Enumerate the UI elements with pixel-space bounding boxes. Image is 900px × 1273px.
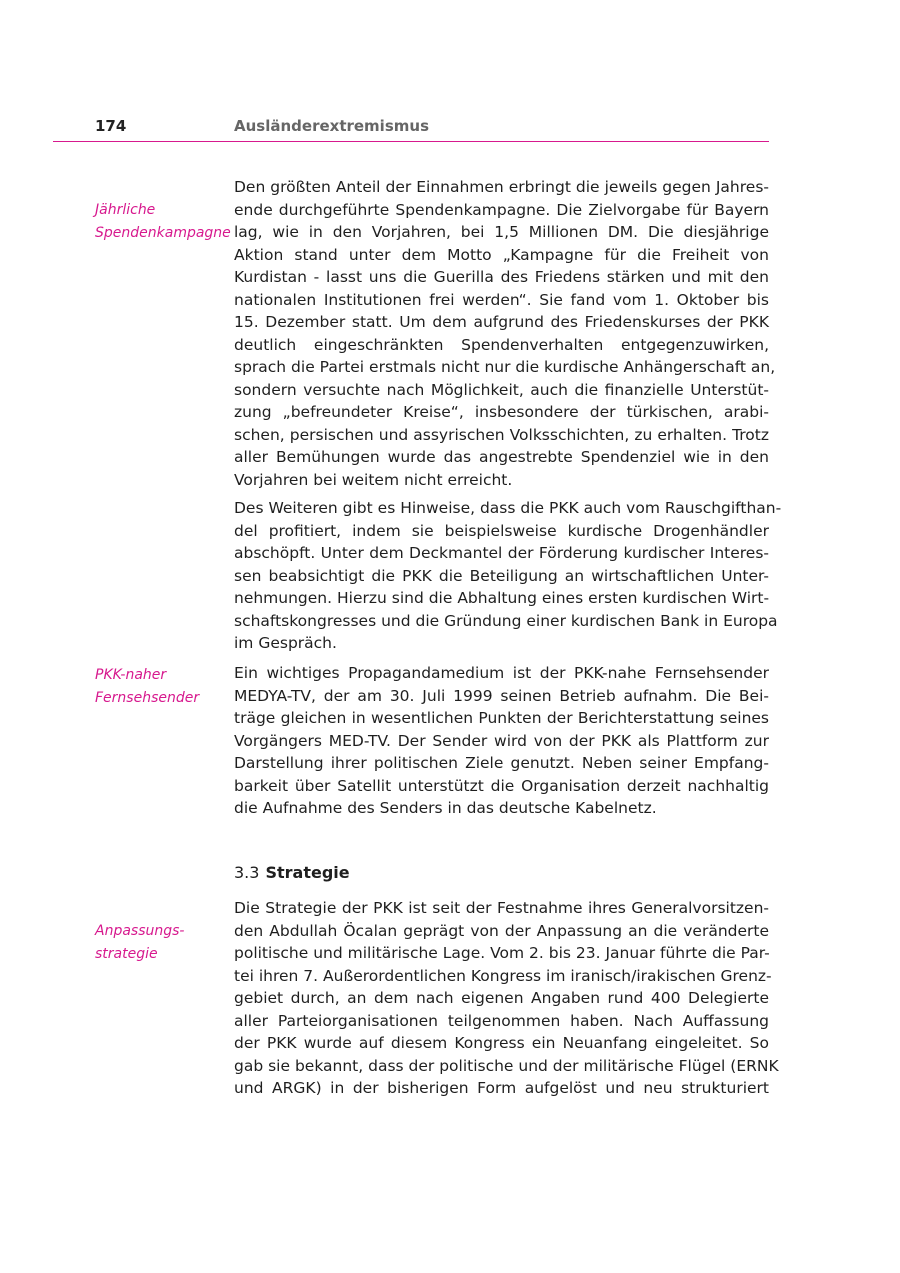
text-line: zung „befreundeter Kreise“, insbesondere der türkischen, arabi-: [234, 403, 769, 421]
text-line: schen, persischen und assyrischen Volksschichten, zu erhalten. Trotz: [234, 425, 769, 444]
header-rule: [53, 141, 769, 142]
text-line: Den größten Anteil der Einnahmen erbringt die jeweils gegen Jahres-: [234, 178, 769, 196]
paragraph-rauschgifthandel: [234, 497, 782, 655]
margin-note-line: PKK-naher: [95, 667, 167, 683]
paragraph-spendenkampagne: [234, 176, 776, 491]
text-line: sprach die Partei erstmals nicht nur die kurdische Anhängerschaft an,: [234, 358, 776, 376]
text-line: der PKK wurde auf diesem Kongress ein Neuanfang eingeleitet. So: [234, 1034, 769, 1052]
margin-note-line: Spendenkampagne: [95, 224, 231, 241]
page-number: 174: [95, 117, 127, 135]
text-line: politische und militärische Lage. Vom 2. bis 23. Januar führte die Par-: [234, 944, 770, 962]
text-line: Ein wichtiges Propagandamedium ist der PKK-nahe Fernsehsender: [234, 664, 769, 682]
text-line: abschöpft. Unter dem Deckmantel der Förderung kurdischer Interes-: [234, 544, 769, 562]
text-line: Kurdistan - lasst uns die Guerilla des Friedens stärken und mit den: [234, 268, 769, 286]
text-line: ende durchgeführte Spendenkampagne. Die Zielvorgabe für Bayern: [234, 200, 769, 219]
text-line: Des Weiteren gibt es Hinweise, dass die PKK auch vom Rauschgifthan-: [234, 499, 782, 517]
text-line: aller Bemühungen wurde das angestrebte Spendenziel wie in den: [234, 448, 769, 466]
text-line: träge gleichen in wesentlichen Punkten der Berichterstattung seines: [234, 709, 769, 727]
text-line: Vorgängers MED-TV. Der Sender wird von der PKK als Plattform zur: [234, 731, 769, 750]
text-line: gebiet durch, an dem nach eigenen Angaben rund 400 Delegierte: [234, 989, 769, 1007]
margin-note-line: Anpassungs-: [95, 923, 185, 939]
margin-note-fernsehsender: [95, 664, 230, 709]
text-line: schaftskongresses und die Gründung einer kurdischen Bank in Europa: [234, 611, 778, 630]
margin-note-line: strategie: [95, 945, 158, 962]
paragraph-fernsehsender: [234, 662, 769, 820]
running-head: Ausländerextremismus: [234, 117, 429, 135]
text-line: Aktion stand unter dem Motto „Kampagne für die Freiheit von: [234, 245, 769, 264]
margin-note-line: Fernsehsender: [95, 689, 200, 706]
text-line: nehmungen. Hierzu sind die Abhaltung eines ersten kurdischen Wirt-: [234, 589, 770, 607]
text-line: Vorjahren bei weitem nicht erreicht.: [234, 470, 513, 489]
text-line: den Abdullah Öcalan geprägt von der Anpassung an die veränderte: [234, 921, 769, 940]
text-line: del profitiert, indem sie beispielsweise kurdische Drogenhändler: [234, 521, 769, 540]
margin-note-anpassungsstrategie: [95, 920, 230, 965]
margin-note-line: Jährliche: [95, 202, 156, 218]
section-number: 3.3: [234, 863, 260, 882]
section-title: Strategie: [265, 863, 350, 882]
text-line: deutlich eingeschränkten Spendenverhalten entgegenzuwirken,: [234, 335, 769, 354]
text-line: Darstellung ihrer politischen Ziele genutzt. Neben seiner Empfang-: [234, 754, 769, 772]
text-line: barkeit über Satellit unterstützt die Organisation derzeit nachhaltig: [234, 776, 769, 795]
text-line: Die Strategie der PKK ist seit der Festnahme ihres Generalvorsitzen-: [234, 899, 769, 917]
margin-note-spendenkampagne: [95, 199, 230, 244]
section-heading: [234, 863, 350, 882]
text-line: sen beabsichtigt die PKK die Beteiligung an wirtschaftlichen Unter-: [234, 566, 769, 585]
text-line: im Gespräch.: [234, 634, 337, 652]
text-line: 15. Dezember statt. Um dem aufgrund des Friedenskurses der PKK: [234, 313, 769, 331]
text-line: tei ihren 7. Außerordentlichen Kongress im iranisch/irakischen Grenz-: [234, 966, 772, 985]
text-line: lag, wie in den Vorjahren, bei 1,5 Millionen DM. Die diesjährige: [234, 223, 769, 241]
text-line: und ARGK) in der bisherigen Form aufgelöst und neu strukturiert: [234, 1079, 769, 1097]
text-line: MEDYA-TV, der am 30. Juli 1999 seinen Betrieb aufnahm. Die Bei-: [234, 686, 769, 705]
text-line: aller Parteiorganisationen teilgenommen haben. Nach Auffassung: [234, 1011, 769, 1030]
text-line: gab sie bekannt, dass der politische und der militärische Flügel (ERNK: [234, 1056, 779, 1075]
text-line: nationalen Institutionen frei werden“. Sie fand vom 1. Oktober bis: [234, 290, 769, 309]
text-line: sondern versuchte nach Möglichkeit, auch die finanzielle Unterstüt-: [234, 380, 769, 399]
paragraph-strategie: [234, 897, 779, 1100]
text-line: die Aufnahme des Senders in das deutsche Kabelnetz.: [234, 799, 657, 817]
